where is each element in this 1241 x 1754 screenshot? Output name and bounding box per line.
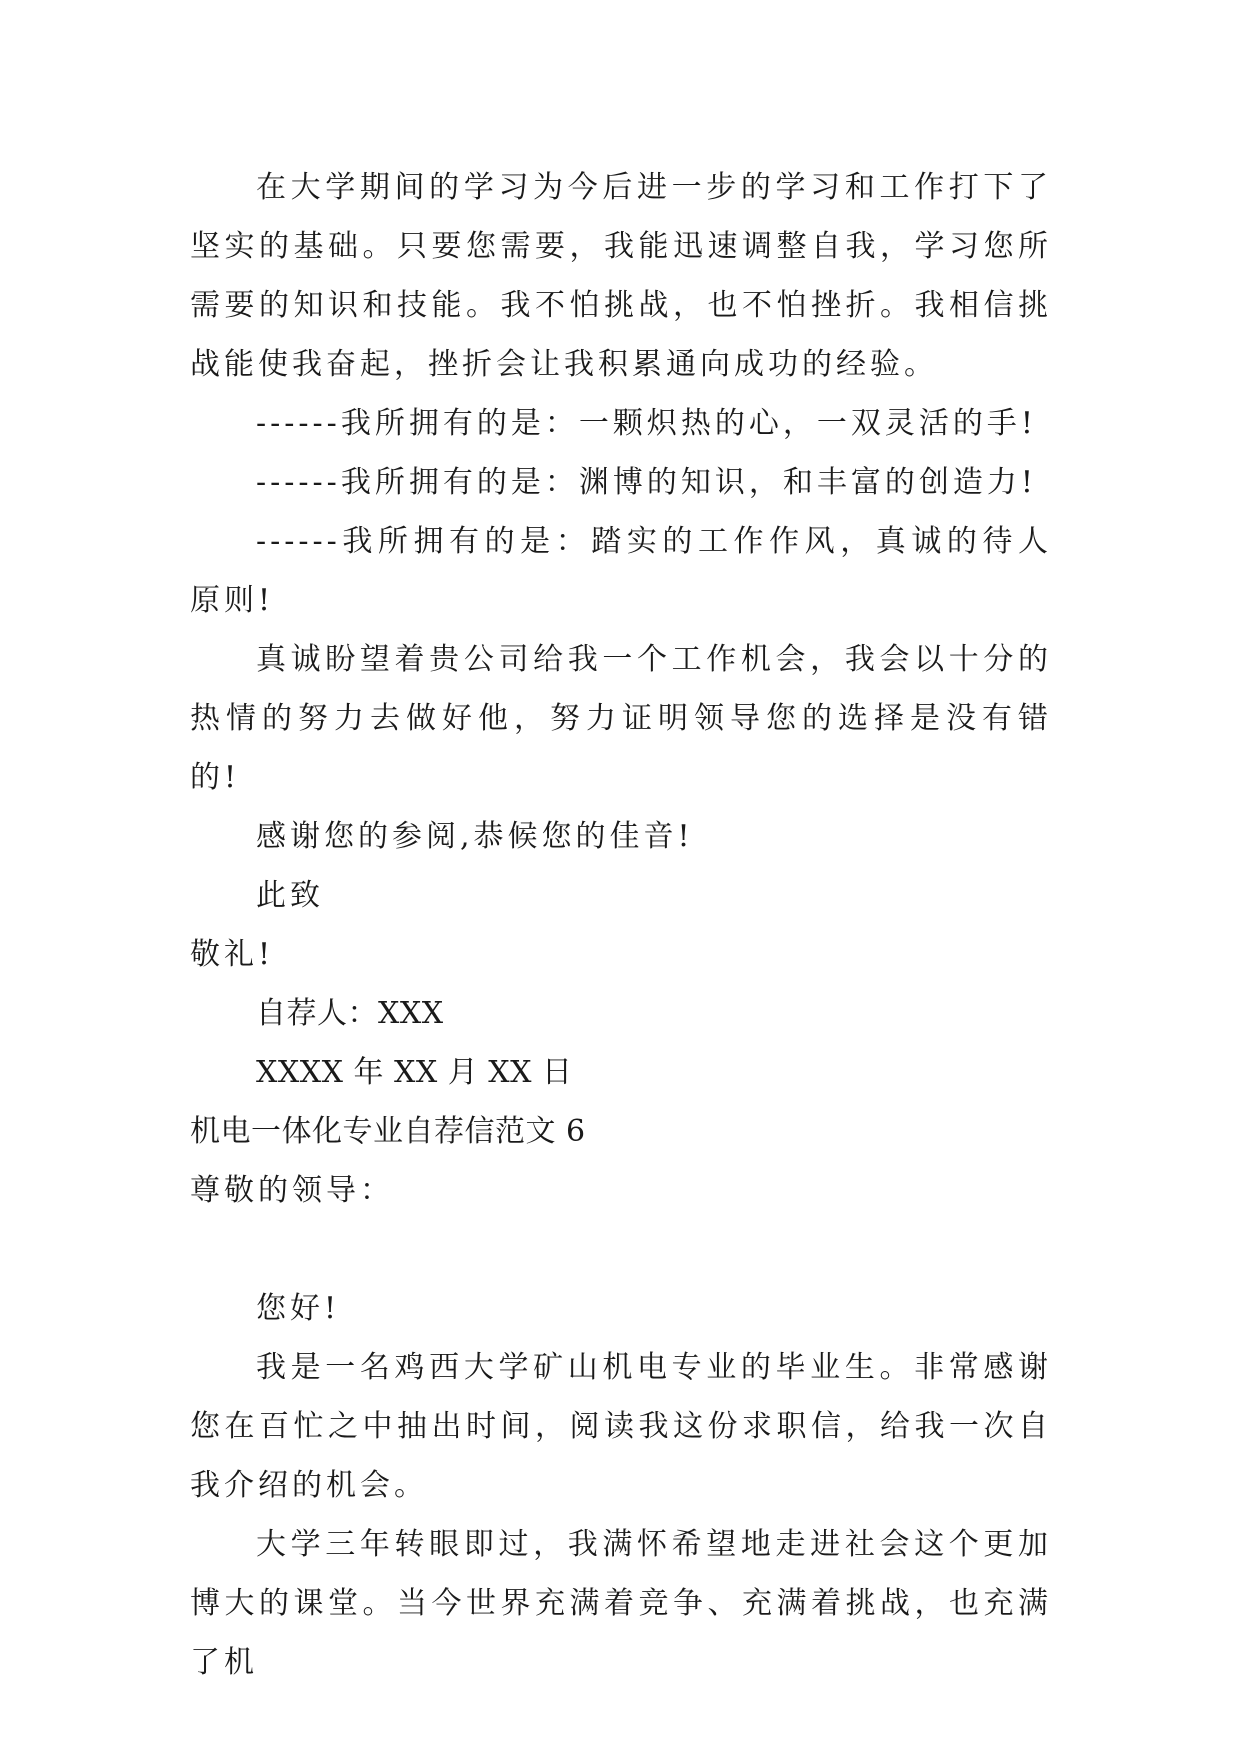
blank-line [190,1220,1052,1279]
document-body [190,158,1052,1692]
paragraph-have-knowledge: ------我所拥有的是：渊博的知识，和丰富的创造力! [256,465,1037,500]
closing-cizhi: 此致 [256,878,324,913]
closing-jingli: 敬礼! [190,937,275,972]
paragraph-foundation: 在大学期间的学习为今后进一步的学习和工作打下了坚实的基础。只要您需要，我能迅速调整自我，学习您所需要的知识和技能。我不怕挑战，也不怕挫折。我相信挑战能使我奋起，挫折会让我积累通向成功的经验。 [190,170,1052,382]
paragraph-hope: 真诚盼望着贵公司给我一个工作机会，我会以十分的热情的努力去做好他，努力证明领导您的选择是没有错的! [190,642,1052,795]
paragraph-thanks: 感谢您的参阅,恭候您的佳音! [256,819,694,854]
paragraph-have-heart: ------我所拥有的是：一颗炽热的心，一双灵活的手! [256,406,1037,441]
signature-date: XXXX 年 XX 月 XX 日 [256,1055,573,1090]
signature-name: 自荐人：XXX [256,996,444,1031]
salutation: 尊敬的领导： [190,1173,394,1208]
section-title: 机电一体化专业自荐信范文 6 [190,1114,586,1149]
paragraph-have-style: ------我所拥有的是：踏实的工作作风，真诚的待人原则! [190,524,1052,618]
paragraph-intro: 我是一名鸡西大学矿山机电专业的毕业生。非常感谢您在百忙之中抽出时间，阅读我这份求职信，给我一次自我介绍的机会。 [190,1350,1052,1503]
greeting: 您好! [256,1291,341,1326]
paragraph-society: 大学三年转眼即过，我满怀希望地走进社会这个更加博大的课堂。当今世界充满着竞争、充满着挑战，也充满了机 [190,1527,1052,1680]
